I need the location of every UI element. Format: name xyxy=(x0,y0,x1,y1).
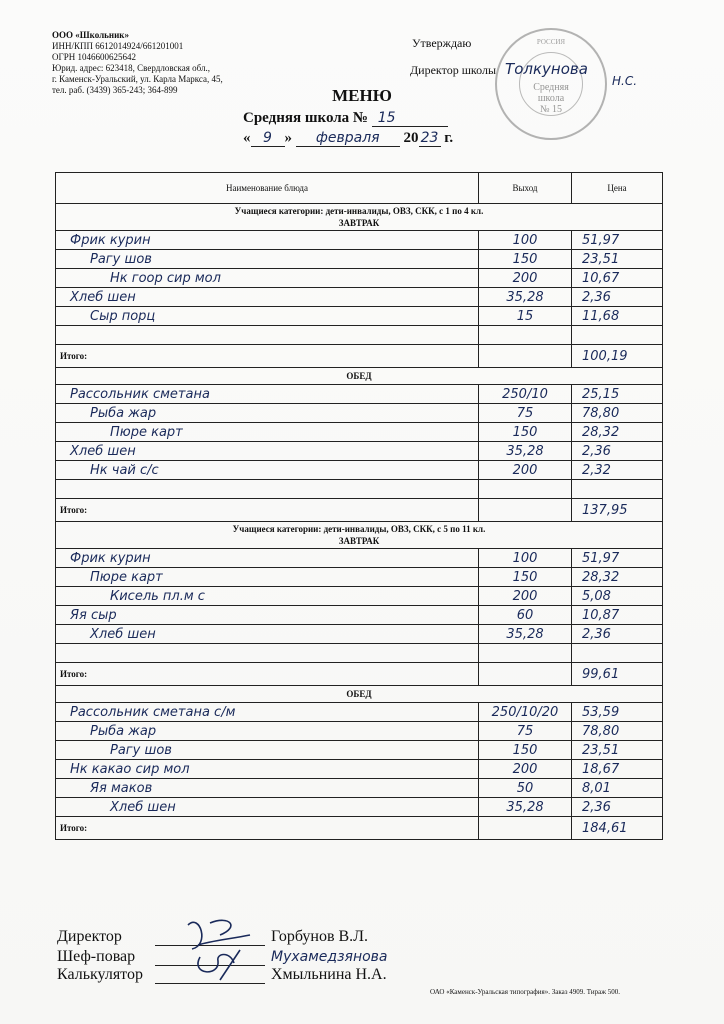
signature-name: Мухамедзянова xyxy=(271,949,388,965)
dish-name: Фрик курин xyxy=(56,231,479,250)
dish-name: Хлеб шен xyxy=(56,442,479,461)
org-ogrn: ОГРН 1046600625642 xyxy=(52,52,136,62)
dish-price: 28,32 xyxy=(572,423,663,442)
dish-yield: 200 xyxy=(479,269,572,288)
dish-yield: 150 xyxy=(479,568,572,587)
total-value: 100,19 xyxy=(572,345,663,368)
dish-yield: 150 xyxy=(479,423,572,442)
dish-yield: 35,28 xyxy=(479,288,572,307)
dish-name: Фрик курин xyxy=(56,549,479,568)
dish-price: 10,87 xyxy=(572,606,663,625)
dish-price: 23,51 xyxy=(572,741,663,760)
meal-title-lunch: ОБЕД xyxy=(56,368,663,385)
table-row xyxy=(56,288,663,307)
dish-yield: 60 xyxy=(479,606,572,625)
dish-name: Рассольник сметана xyxy=(56,385,479,404)
signature-name: Хмыльнина Н.А. xyxy=(271,966,387,983)
table-row xyxy=(56,442,663,461)
school-prefix: Средняя школа № xyxy=(243,110,368,126)
dish-price: 2,36 xyxy=(572,798,663,817)
lunch-1-rows xyxy=(56,385,663,480)
breakfast-1-rows xyxy=(56,231,663,326)
dish-price: 2,36 xyxy=(572,625,663,644)
date-close-quote: » xyxy=(284,130,292,146)
lunch-2-rows xyxy=(56,703,663,817)
dish-name: Нк гоор сир мол xyxy=(56,269,479,288)
dish-name: Хлеб шен xyxy=(56,288,479,307)
section-title: Учащиеся категории: дети-инвалиды, ОВЗ, СКК, с 1 по 4 кл. xyxy=(234,206,484,216)
dish-yield: 200 xyxy=(479,760,572,779)
dish-yield: 250/10 xyxy=(479,385,572,404)
dish-yield: 100 xyxy=(479,549,572,568)
table-row xyxy=(56,404,663,423)
dish-name: Яя маков xyxy=(56,779,479,798)
stamp-text-1: Средняя xyxy=(533,82,569,93)
total-label: Итого: xyxy=(56,345,479,368)
dish-name: Рыба жар xyxy=(56,722,479,741)
table-row xyxy=(56,741,663,760)
section-header-1-4 xyxy=(56,204,663,231)
dish-yield: 250/10/20 xyxy=(479,703,572,722)
total-value: 99,61 xyxy=(572,663,663,686)
total-row-lunch-1 xyxy=(56,499,663,522)
signature-role: Директор xyxy=(57,928,122,945)
dish-name: Рыба жар xyxy=(56,404,479,423)
meal-title-lunch: ОБЕД xyxy=(56,686,663,703)
table-row xyxy=(56,269,663,288)
table-row xyxy=(56,625,663,644)
dish-name: Рагу шов xyxy=(56,741,479,760)
table-row xyxy=(56,760,663,779)
dish-name: Сыр порц xyxy=(56,307,479,326)
table-row xyxy=(56,231,663,250)
org-name: ООО «Школьник» xyxy=(52,30,129,40)
dish-yield: 100 xyxy=(479,231,572,250)
year-prefix: 20 xyxy=(403,130,419,146)
total-row-breakfast-1 xyxy=(56,345,663,368)
table-row xyxy=(56,385,663,404)
table-row xyxy=(56,568,663,587)
table-row xyxy=(56,722,663,741)
dish-name: Кисель пл.м с xyxy=(56,587,479,606)
meal-title-breakfast: ЗАВТРАК xyxy=(338,218,380,228)
dish-price: 23,51 xyxy=(572,250,663,269)
meal-title-breakfast: ЗАВТРАК xyxy=(338,536,380,546)
dish-price: 10,67 xyxy=(572,269,663,288)
org-address-2: г. Каменск-Уральский, ул. Карла Маркса, 45, xyxy=(52,74,223,84)
meal-header-lunch-1 xyxy=(56,368,663,385)
dish-name: Рассольник сметана с/м xyxy=(56,703,479,722)
director-school-label: Директор школы xyxy=(410,63,497,77)
dish-name: Яя сыр xyxy=(56,606,479,625)
signature-role: Шеф-повар xyxy=(57,948,136,965)
dish-yield: 75 xyxy=(479,404,572,423)
table-row xyxy=(56,307,663,326)
org-phone: тел. раб. (3439) 365-243; 364-899 xyxy=(52,85,178,95)
stamp-top-text: РОССИЯ xyxy=(536,38,566,46)
director-scribble xyxy=(188,920,250,949)
table-row xyxy=(56,798,663,817)
director-approval xyxy=(410,60,588,78)
table-row xyxy=(56,549,663,568)
dish-price: 5,08 xyxy=(572,587,663,606)
table-header xyxy=(56,173,663,204)
org-inn: ИНН/КПП 6612014924/661201001 xyxy=(52,41,184,51)
dish-price: 53,59 xyxy=(572,703,663,722)
handwritten-signatures xyxy=(170,905,280,985)
dish-yield: 150 xyxy=(479,741,572,760)
col-header-yield: Выход xyxy=(479,173,572,204)
approve-label: Утверждаю xyxy=(412,36,472,50)
table-row-empty xyxy=(56,644,663,663)
year-end: г. xyxy=(444,130,454,146)
total-row-lunch-2 xyxy=(56,817,663,840)
dish-price: 51,97 xyxy=(572,549,663,568)
director-signature: Толкунова xyxy=(505,60,588,78)
page-title: МЕНЮ xyxy=(332,86,392,105)
dish-yield: 35,28 xyxy=(479,625,572,644)
dish-price: 78,80 xyxy=(572,404,663,423)
dish-yield: 75 xyxy=(479,722,572,741)
dish-name: Нк чай с/с xyxy=(56,461,479,480)
dish-name: Хлеб шен xyxy=(56,798,479,817)
chef-scribble xyxy=(198,950,240,980)
stamp-text-2: школа xyxy=(537,93,565,104)
dish-name: Нк какао сир мол xyxy=(56,760,479,779)
date-month: февраля xyxy=(296,130,400,147)
section-header-5-11 xyxy=(56,522,663,549)
dish-yield: 50 xyxy=(479,779,572,798)
school-line xyxy=(243,110,448,127)
dish-price: 2,36 xyxy=(572,442,663,461)
dish-yield: 200 xyxy=(479,587,572,606)
dish-name: Пюре карт xyxy=(56,568,479,587)
table-row xyxy=(56,423,663,442)
dish-yield: 35,28 xyxy=(479,442,572,461)
dish-name: Пюре карт xyxy=(56,423,479,442)
dish-name: Рагу шов xyxy=(56,250,479,269)
dish-price: 2,36 xyxy=(572,288,663,307)
dish-name: Хлеб шен xyxy=(56,625,479,644)
dish-yield: 35,28 xyxy=(479,798,572,817)
school-number: 15 xyxy=(372,110,448,127)
total-value: 137,95 xyxy=(572,499,663,522)
date-open-quote: « xyxy=(243,130,251,146)
table-row xyxy=(56,250,663,269)
breakfast-2-rows xyxy=(56,549,663,644)
table-row-empty xyxy=(56,326,663,345)
total-label: Итого: xyxy=(56,663,479,686)
meal-header-lunch-2 xyxy=(56,686,663,703)
table-row xyxy=(56,606,663,625)
section-title: Учащиеся категории: дети-инвалиды, ОВЗ, СКК, с 5 по 11 кл. xyxy=(232,524,486,534)
date-line xyxy=(243,130,453,147)
org-address-1: Юрид. адрес: 623418, Свердловская обл., xyxy=(52,63,210,73)
table-row-empty xyxy=(56,480,663,499)
printer-footer: ОАО «Каменск-Уральская типография». Заказ 4909. Тираж 500. xyxy=(430,988,621,996)
stamp-text-3: № 15 xyxy=(539,104,563,115)
dish-price: 51,97 xyxy=(572,231,663,250)
dish-price: 18,67 xyxy=(572,760,663,779)
menu-table xyxy=(55,172,663,840)
dish-price: 28,32 xyxy=(572,568,663,587)
director-initials: Н.С. xyxy=(612,74,638,88)
table-row xyxy=(56,703,663,722)
dish-price: 8,01 xyxy=(572,779,663,798)
school-stamp xyxy=(495,28,607,140)
dish-price: 78,80 xyxy=(572,722,663,741)
total-label: Итого: xyxy=(56,817,479,840)
dish-price: 2,32 xyxy=(572,461,663,480)
total-value: 184,61 xyxy=(572,817,663,840)
year-suffix: 23 xyxy=(419,130,441,147)
dish-yield: 150 xyxy=(479,250,572,269)
total-label: Итого: xyxy=(56,499,479,522)
signature-role: Калькулятор xyxy=(57,966,143,983)
signature-name: Горбунов В.Л. xyxy=(271,928,369,945)
col-header-price: Цена xyxy=(572,173,663,204)
col-header-name: Наименование блюда xyxy=(56,173,479,204)
table-row xyxy=(56,587,663,606)
total-row-breakfast-2 xyxy=(56,663,663,686)
dish-price: 11,68 xyxy=(572,307,663,326)
dish-yield: 200 xyxy=(479,461,572,480)
date-day: 9 xyxy=(251,130,285,147)
dish-yield: 15 xyxy=(479,307,572,326)
table-row xyxy=(56,461,663,480)
table-row xyxy=(56,779,663,798)
dish-price: 25,15 xyxy=(572,385,663,404)
